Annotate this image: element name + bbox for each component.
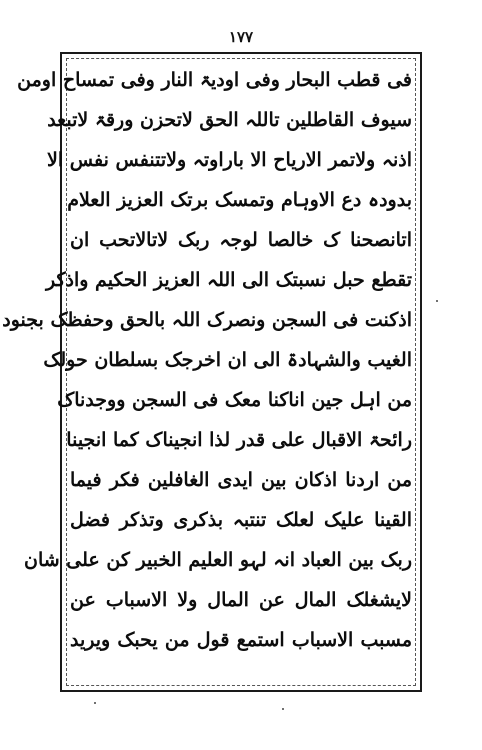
page-number: ۱۷۷ (228, 28, 254, 46)
text-line: لایشغلک المال عن المال ولا الاسباب عن (70, 589, 412, 611)
text-line: ربک بین العباد انہ لہو العلیم الخبیر کن علی شان (24, 549, 412, 571)
text-line: من اہل جین اناکنا معک فی السجن ووجدناک (57, 389, 412, 411)
text-line: بدودہ دع الاوہام وتمسک برتک العزیز العلام (67, 189, 412, 211)
ink-speck (94, 702, 96, 704)
text-line: مسبب الاسباب استمع قول من یحبک ویرید (70, 629, 412, 651)
text-line: اذکنت فی السجن ونصرک اللہ بالحق وحفظک بجنود (2, 309, 412, 331)
ink-speck (282, 708, 284, 710)
text-line: القینا علیک لعلک تنتبہ بذکری وتذکر فضل (70, 509, 412, 531)
manuscript-text-block (2, 62, 412, 682)
text-line: اتانصحنا ک خالصا لوجہ ربک لاتالاتحب ان (70, 229, 412, 251)
text-line: سیوف القاطلین تاللہ الحق لاتحزن ورقۃ لاتبعد (47, 109, 412, 131)
ink-speck (436, 300, 438, 302)
text-line: من اردنا اذکان بین ایدی الغافلین فکر فیما (70, 469, 412, 491)
text-line: اذنہ ولاتمر الاریاح الا باراوتہ ولاتتنفس نفس الا (47, 149, 412, 171)
text-line: فی قطب البحار وفی اودیۃ النار وفی تمساح اومن (17, 69, 412, 91)
text-line: الغیب والشہادۃ الی ان اخرجک بسلطان حولک (43, 349, 412, 371)
text-line: رائحۃ الاقبال علی قدر لذا انجیناک کما انجینا (66, 429, 412, 451)
text-line: تقطع حبل نسبتک الی اللہ العزیز الحکیم واذکر (45, 269, 412, 291)
